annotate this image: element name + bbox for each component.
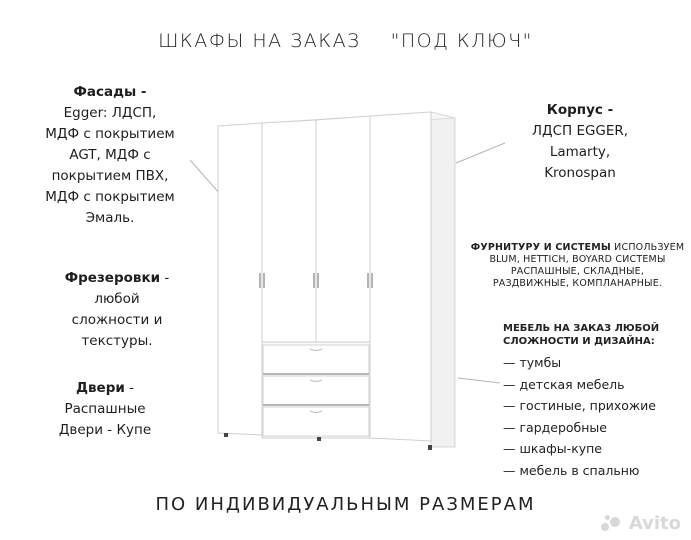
facades-line: МДФ с покрытием <box>45 189 175 205</box>
hardware-line: РАЗДВИЖНЫЕ, КОМПЛАНАРНЫЕ. <box>492 278 663 289</box>
wardrobe-door <box>370 112 431 441</box>
milling-line: любой <box>94 291 140 307</box>
hardware-block: ФУРНИТУРУ И СИСТЕМЫ ИСПОЛЬЗУЕМ BLUM, HETTICH, BOYARD СИСТЕМЫ РАСПАШНЫЕ, СКЛАДНЫЕ, РАЗДВИЖНЫЕ, КОМПЛАНАРНЫЕ. <box>470 242 685 289</box>
wardrobe-door <box>218 123 262 435</box>
list-item: — гардеробные <box>503 419 607 435</box>
wardrobe-foot <box>317 437 321 441</box>
milling-line: сложности и <box>71 312 163 328</box>
list-item: — детская мебель <box>503 376 625 392</box>
custom-header-line: МЕБЕЛЬ НА ЗАКАЗ ЛЮБОЙ <box>503 323 660 334</box>
facades-line: AGT, МДФ с <box>69 147 151 163</box>
body-line: Lamarty, <box>549 144 611 160</box>
facades-line: МДФ с покрытием <box>45 126 175 142</box>
facades-line: Эмаль. <box>85 210 135 226</box>
hardware-title: ФУРНИТУРУ И СИСТЕМЫ <box>470 242 611 253</box>
bottom-title: ПО ИНДИВИДУАЛЬНЫМ РАЗМЕРАМ <box>155 494 536 515</box>
milling-block: Фрезеровки - любой сложности и текстуры. <box>22 268 212 352</box>
avito-watermark <box>601 513 681 534</box>
avito-text: Avito <box>628 513 681 534</box>
list-item: — тумбы <box>503 355 562 370</box>
hardware-line: РАСПАШНЫЕ, СКЛАДНЫЕ, <box>510 266 645 277</box>
doors-line: Распашные <box>64 401 146 417</box>
pointer-line-body <box>456 143 505 163</box>
list-item: — шкафы-купе <box>503 441 602 456</box>
wardrobe-foot <box>428 445 432 450</box>
drawer <box>263 376 369 405</box>
drawer <box>263 345 369 374</box>
hardware-line: BLUM, HETTICH, BOYARD СИСТЕМЫ <box>489 254 666 265</box>
wardrobe-side-panel <box>431 112 455 447</box>
pointer-line-custom <box>458 378 500 383</box>
drawer <box>263 407 369 436</box>
title-right: "ПОД КЛЮЧ" <box>390 30 533 52</box>
body-title: Корпус - <box>546 102 614 118</box>
avito-logo-icon <box>601 515 623 533</box>
list-item: — гостиные, прихожие <box>503 398 656 413</box>
doors-title: Двери <box>75 380 125 396</box>
title-left: ШКАФЫ НА ЗАКАЗ <box>158 30 361 52</box>
facades-title: Фасады - <box>73 84 147 100</box>
list-item: — мебель в спальню <box>503 462 640 478</box>
body-line: Kronospan <box>544 165 616 181</box>
facades-line: Egger: ЛДСП, <box>63 105 157 121</box>
doors-block: Двери - Распашные Двери - Купе <box>30 378 180 441</box>
wardrobe-foot <box>224 433 228 437</box>
milling-line: текстуры. <box>81 333 153 349</box>
custom-header-line: СЛОЖНОСТИ И ДИЗАЙНА: <box>503 336 655 347</box>
doors-line: Двери - Купе <box>58 422 152 438</box>
milling-title: Фрезеровки <box>64 270 161 286</box>
facades-line: покрытием ПВХ, <box>51 168 169 184</box>
body-line: ЛДСП EGGER, <box>531 123 629 139</box>
